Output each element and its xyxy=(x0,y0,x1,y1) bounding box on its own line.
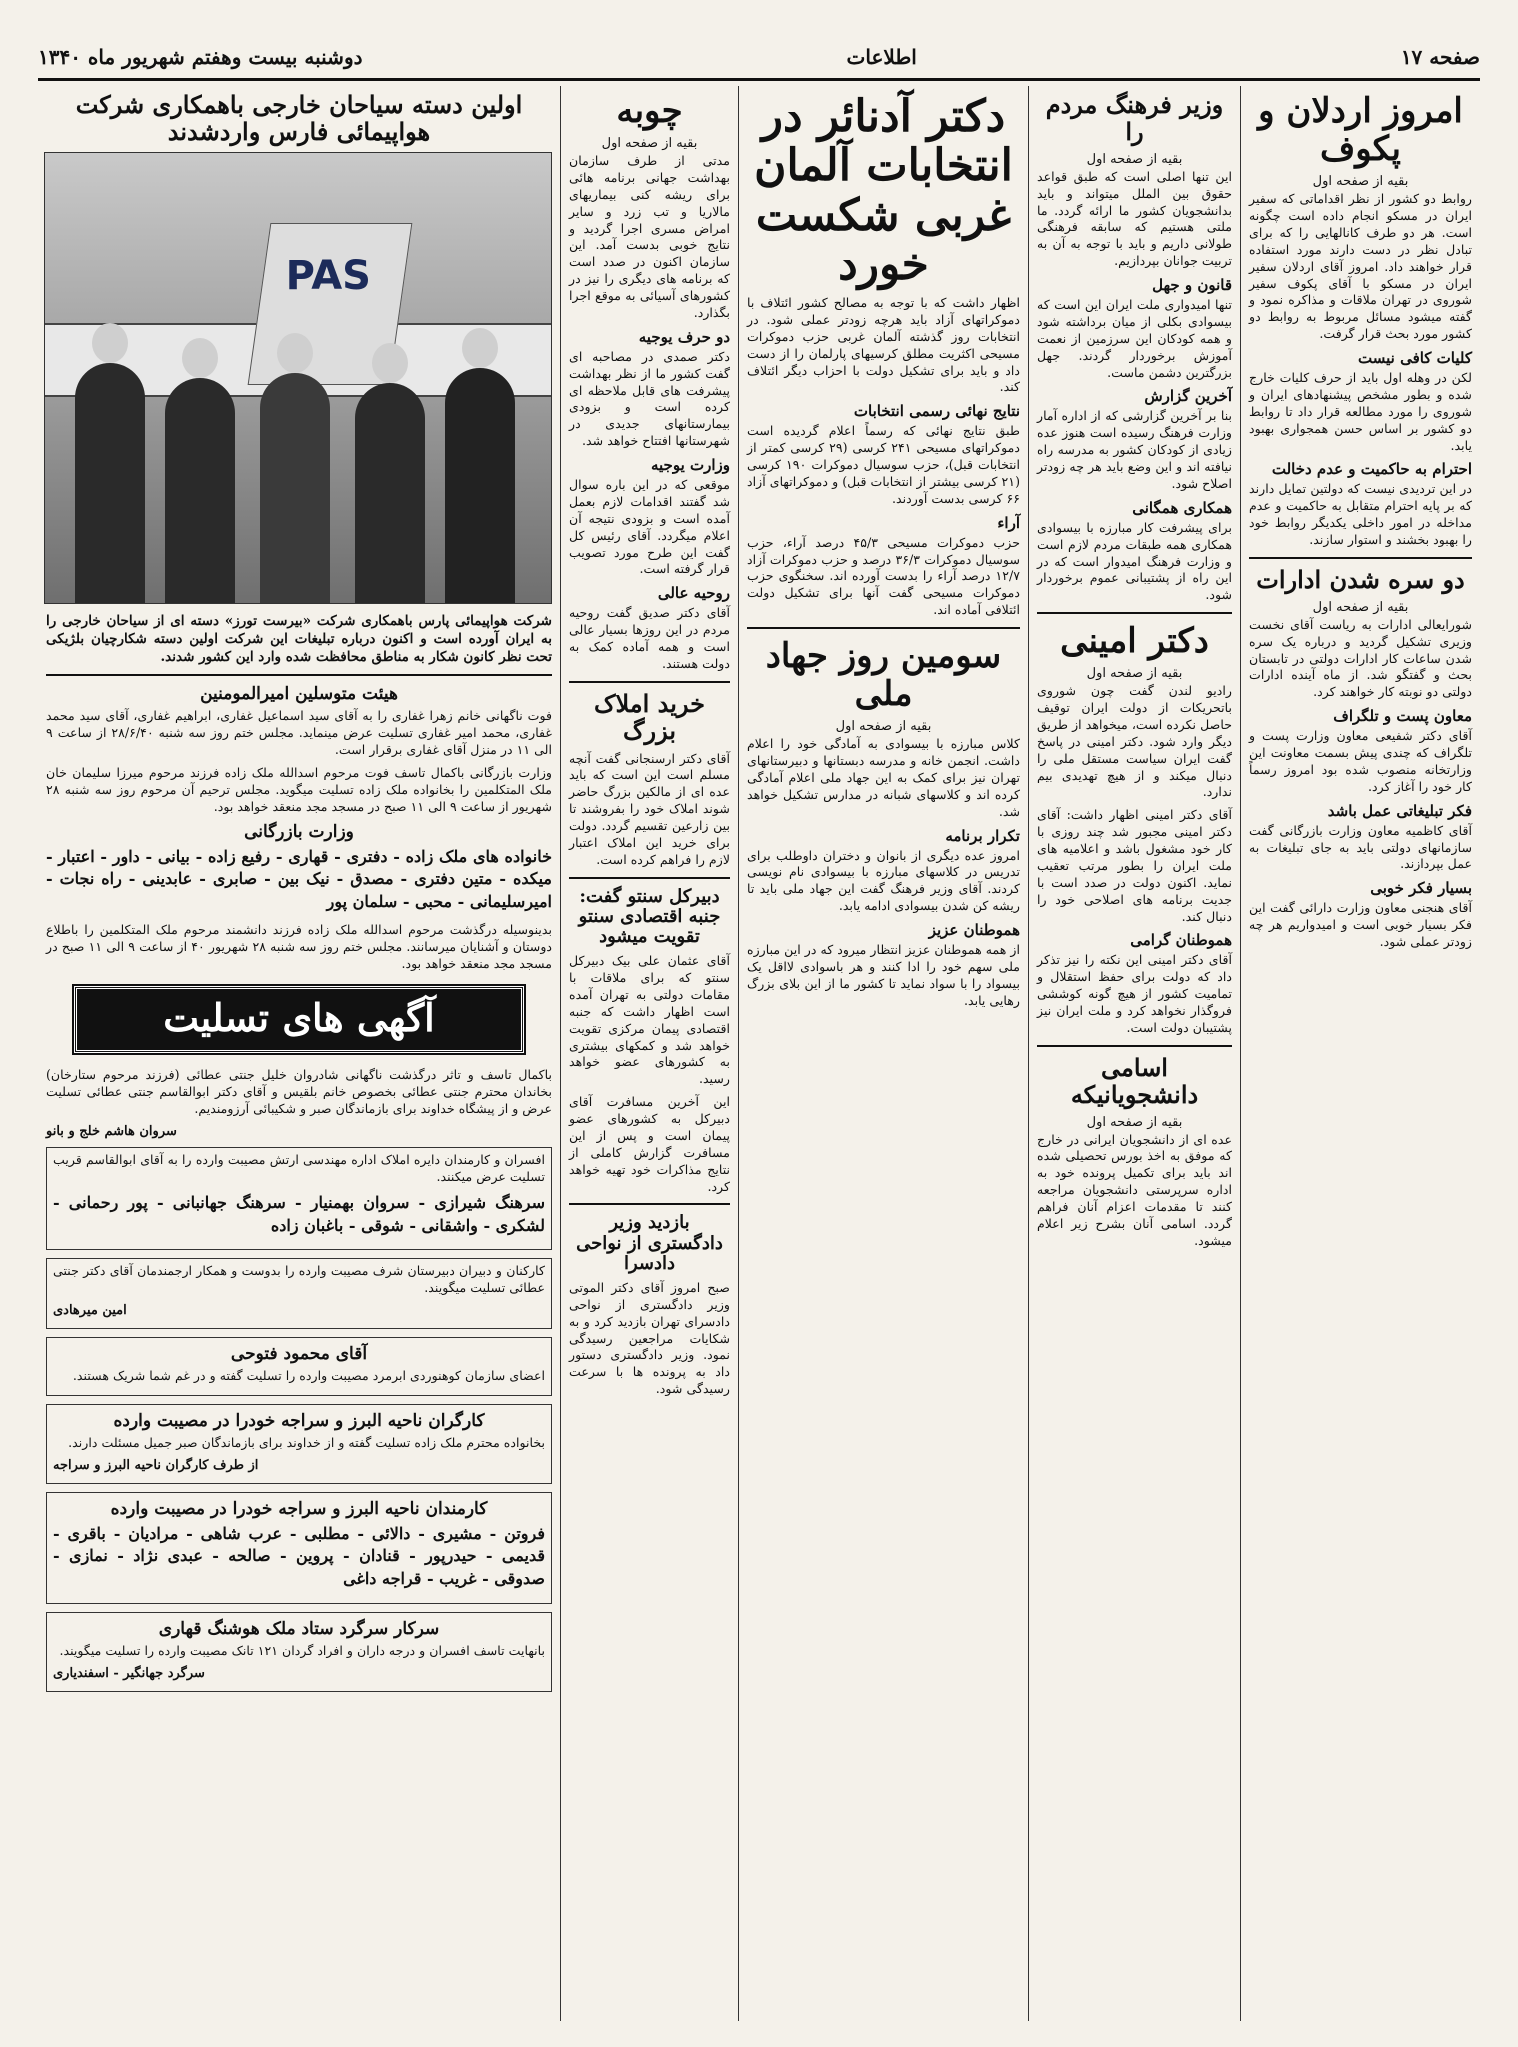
hayat-headline: هیئت متوسلین امیرالمومنین xyxy=(200,684,398,705)
jahad-kicker: بقیه از صفحه اول xyxy=(835,719,932,735)
divider xyxy=(747,627,1020,629)
adenauer-text-2: طبق نتایج نهائی که رسماً اعلام گردیده است دموکراتهای مسیحی ۲۴۱ کرسی (۲۹ کرسی کمتر از انتخابات قبل)، حزب سوسیال دموکرات ۱۹۰ کرسی (۲۱ کرسی بیشتر از انتخابات قبل) و دموکراتهای آزاد ۶۶ کرسی بدست آوردند. xyxy=(747,423,1021,506)
masthead xyxy=(38,40,1480,74)
divider xyxy=(1037,612,1232,614)
person-figure xyxy=(445,368,515,603)
masthead-rule xyxy=(38,78,1480,81)
amlak-text: آقای دکتر ارسنجانی گفت آنچه مسلم است این است که باید عده ای از مالکین بزرگ حاضر شوند املاک خود را بفروشند تا بین زارعین تقسیم گردد. دولت برای خرید این املاک اعتبار لازم را فراهم کرده است. xyxy=(569,750,730,867)
taslit-box-5-sign: از طرف کارگران ناحیه البرز و سراجه xyxy=(53,1457,259,1473)
amini-subhead-1: هموطنان گرامی xyxy=(1130,931,1232,950)
column-4 xyxy=(560,86,738,2021)
choupeh-text: مدتی از طرف سازمان بهداشت جهانی برنامه هائی برای ریشه کنی بیماریهای مالاریا و تب زرد و سایر امراض مسری اجرا گردید و نتایج خوبی بدست آمد. این سازمان اکنون در صدد است که برنامه های دیگری را نیز در کشورهای آسیائی به موقع اجرا بگذارد. xyxy=(569,153,730,320)
taslit-signature-3: امین میرهادی xyxy=(53,1303,127,1318)
adenauer-text-3: حزب دموکرات مسیحی ۴۵/۳ درصد آراء، حزب سوسیال دموکرات ۳۶/۳ درصد و حزب دموکرات آزاد ۱۲/۷ درصد آراء را بدست آورده اند. سخنگوی حزب دموکرات مسیحی گفت آنها برای تشکیل دولت ائتلافی آماده اند. xyxy=(747,534,1020,618)
column-1 xyxy=(1240,86,1480,2021)
choupeh-text-4: آقای دکتر صدیق گفت روحیه مردم در این روزها بسیار عالی است و همه آماده کمک به دولت هستند. xyxy=(569,605,730,671)
photo-caption: شرکت هواپیمائی پارس باهمکاری شرکت «بیرست تورز» دسته ای از سیاحان خارجی را به ایران آورده است و اکنون درباره تبلیغات این شرکت اولین دسته شکارچیان بلژیکی تحت نظر کانون شکار به مناطق محافظت شده وارد این کشور شدند. xyxy=(46,612,552,666)
farhang-text-3: بنا بر آخرین گزارشی که از اداره آمار وزارت فرهنگ رسیده است هنوز عده زیادی از کودکان کشور به مدرسه راه نیافته اند و این وضع باید هر چه زودتر اصلاح شود. xyxy=(1037,408,1232,491)
taslit-box-7: بانهایت تاسف افسران و درجه داران و افراد گردان ۱۲۱ تانک مصیبت وارده را تسلیت میگویند. xyxy=(59,1642,545,1658)
choupeh-text-3: موقعی که در این باره سوال شد گفتند اقدامات لازم بعمل آمده است و بزودی نتیجه آن اعلام میگردد. آقای رئیس کل گفت این طرح مورد تصویب قرار گرفته است. xyxy=(569,477,730,577)
amini-kicker: بقیه از صفحه اول xyxy=(1086,666,1183,682)
choupeh-subhead-1: دو حرف یوجیه xyxy=(638,327,730,346)
taslit-box-7-head: سرکار سرگرد ستاد ملک هوشنگ قهاری xyxy=(158,1618,440,1639)
students-text: عده ای از دانشجویان ایرانی در خارج که موفق به اخذ بورس تحصیلی شده اند باید برای تکمیل پرونده خود به اداره سرپرستی دانشجویان مراجعه کنند تا مقدمات اعزام آنان فراهم گردد. اسامی آنان بشرح زیر اعلام میشود. xyxy=(1037,1131,1232,1248)
issue-date: دوشنبه بیست وهفتم شهریور ماه ۱۳۴۰ xyxy=(38,45,363,69)
condolence-box xyxy=(46,1337,552,1396)
farhang-subhead-2: آخرین گزارش xyxy=(1144,387,1232,406)
choupeh-subhead-3: روحیه عالی xyxy=(657,584,730,603)
column-2 xyxy=(1028,86,1240,2021)
edarat-headline: دو سره شدن ادارات xyxy=(1256,564,1465,594)
condolence-box xyxy=(46,1612,552,1692)
farhang-text-4: برای پیشرفت کار مبارزه با بیسوادی همکاری همه طبقات مردم لازم است و وزارت فرهنگ امیدوار است که در این راه از پشتیبانی عموم برخوردار شود. xyxy=(1037,519,1232,603)
condolence-box xyxy=(46,1492,552,1604)
farhang-text: این تنها اصلی است که طبق قواعد حقوق بین الملل میتواند و باید بدانشجویان کشور ما ارائه گردد. ما ملتی هستیم که سابقه فرهنگی طولانی داریم و باید با توجه به آن به تربیت جوانان بپردازیم. xyxy=(1037,168,1232,269)
jahad-subhead-2: هموطنان عزیز xyxy=(928,921,1020,940)
malekzadeh-text: بدینوسیله درگذشت مرحوم اسدالله ملک زاده فرزند دانشمند مرحوم ملک المتکلمین را باطلاع دوستان و آشنایان میرسانند. مجلس ختم روز سه شنبه ۲۸ شهریور ۴۰ از ساعت ۹ الی ۱۱ صبح در مسجد مجد منعقد خواهد بود. xyxy=(46,921,553,971)
taslit-names-2: سرهنگ شیرازی - سروان بهمنیار - سرهنگ جهانبانی - پور رحمانی - لشکری - واشقانی - شوقی - باغبان زاده xyxy=(53,1192,545,1235)
students-kicker: بقیه از صفحه اول xyxy=(1086,1114,1183,1130)
farhang-subhead-3: همکاری همگانی xyxy=(1132,498,1232,517)
edarat-text: شورایعالی ادارات به ریاست آقای نخست وزیری تشکیل گردید و درباره یک سره شدن ساعات کار ادارات دولتی در تابستان بحث و گفتگو شد. از ماه آینده ادارات دولتی دو نوبته کار خواهند کرد. xyxy=(1249,616,1472,700)
sento-headline: دبیرکل سنتو گفت: جنبه اقتصادی سنتو تقویت میشود xyxy=(578,885,721,948)
edarat-text-4: آقای هنجنی معاون وزارت دارائی گفت این فکر بسیار خوبی است و امیدواریم هر چه زودتر عملی شود. xyxy=(1249,900,1472,950)
dadgostari-headline: بازدید وزیر دادگستری از نواحی دادسرا xyxy=(576,1212,723,1274)
amini-headline: دکتر امینی xyxy=(1060,621,1209,662)
person-figure xyxy=(75,363,145,603)
edarat-subhead-2: فکر تبلیغاتی عمل باشد xyxy=(1327,801,1472,820)
taslit-box-7-sign: سرگرد جهانگیر - اسفندیاری xyxy=(53,1665,205,1681)
amini-text: رادیو لندن گفت چون شوروی باتحریکات از دولت ایران توقیف حاصل نکرده است، میخواهد از طریق دیگر وارد شود. دکتر امینی در پاسخ گفت ایران سیاست مستقل ملی را دنبال میکند و از هیچ تهدیدی بیم ندارد. xyxy=(1037,683,1232,800)
vezarat-headline: وزارت بازرگانی xyxy=(244,821,354,842)
divider xyxy=(1037,1045,1232,1047)
choupeh-subhead-2: وزارت یوجیه xyxy=(650,456,730,475)
condolence-box xyxy=(46,1404,552,1484)
farhang-kicker: بقیه از صفحه اول xyxy=(1086,151,1183,167)
jahad-headline: سومین روز جهاد ملی xyxy=(765,636,1002,715)
ardalan-headline: امروز اردلان و پکوف xyxy=(1258,91,1463,170)
condolence-banner: آگهی های تسلیت xyxy=(74,986,524,1053)
taslit-box-4: اعضای سازمان کوهنوردی ابرمرد مصیبت وارده را تسلیت گفته و در غم شما شریک هستند. xyxy=(72,1368,545,1383)
page-number: صفحه ۱۷ xyxy=(1400,45,1480,69)
edarat-subhead-3: بسیار فکر خوبی xyxy=(1370,879,1472,898)
edarat-kicker: بقیه از صفحه اول xyxy=(1312,599,1409,615)
ardalan-text-2: لکن در وهله اول باید از حرف کلیات خارج شده و بطور مشخص پیشنهادهای ایران و شوروی را مورد مطالعه قرار داد تا روابط دو کشور بر اساس حسن همجواری بهبود یابد. xyxy=(1249,370,1472,453)
person-figure xyxy=(260,373,330,603)
students-headline: اسامی دانشجویانیکه xyxy=(1070,1052,1199,1109)
adenauer-text: اظهار داشت که با توجه به مصالح کشور ائتلاف با دموکراتهای آزاد باید هرچه زودتر عملی شود. در انتخابات روز گذشته آلمان غربی حزب دموکرات مسیحی اکثریت مطلق کرسیهای پارلمان را از دست داد و باید برای تشکیل دولت با احزاب دیگر ائتلاف کند. xyxy=(747,295,1020,395)
farhang-text-2: تنها امیدواری ملت ایران این است که بیسوادی بکلی از میان برداشته شود و همه کودکان این سرزمین از نعمت آموزش برخوردار گردند. جهل بزرگترین دشمن ماست. xyxy=(1037,297,1232,380)
taslit-text: باکمال تاسف و تاثر درگذشت ناگهانی شادروان خلیل جنتی عطائی (فرزند مرحوم ستارخان) بخاندان محترم جنتی عطائی بخصوص خانم بلقیس و آقای دکتر ابوالقاسم جنتی عطائی تسلیت عرض و از پیشگاه خداوند برای بازماندگان صبر و شکیبائی آرزومندیم. xyxy=(46,1067,552,1117)
farhang-headline: وزیر فرهنگ مردم را xyxy=(1045,90,1224,146)
amini-text-2: آقای دکتر امینی اظهار داشت: آقای دکتر امینی مجبور شد چند روزی با کار خود مشغول باشد و اعلامیه های ملت ایران را بطور مرتب تعقیب نماید. اکنون دولت در صدد است با جدیت برنامه های اصلاحی خود را دنبال کند. xyxy=(1037,807,1232,924)
divider xyxy=(46,674,552,676)
taslit-box-2: افسران و کارمندان دایره املاک اداره مهندسی ارتش مصیبت وارده را به آقای ابوالقاسم قریب تسلیت عرض میکنند. xyxy=(53,1152,545,1184)
adenauer-headline: دکتر آدنائر در انتخابات آلمان غربی شکست خورد xyxy=(754,91,1013,290)
person-figure xyxy=(165,378,235,603)
taslit-box-6-names: فروتن - مشیری - دالائی - مطلبی - عرب شاهی - مرادیان - باقری - قدیمی - حیدرپور - قنادان - پروین - صالحه - عبدی نژاد - نمازی - صدوقی - غریب - قراجه داغی xyxy=(53,1523,545,1589)
jahad-text: کلاس مبارزه با بیسوادی به آمادگی خود را اعلام داشت. انجمن خانه و مدرسه دبستانها و دبیرستانهای تهران نیز برای کمک به این جهاد ملی اعلام آمادگی کرده اند و کلاسهای شبانه در مدارس تشکیل خواهد شد. xyxy=(747,736,1020,819)
person-figure xyxy=(355,383,425,603)
column-3 xyxy=(738,86,1028,2021)
jahad-text-3: از همه هموطنان عزیز انتظار میرود که در این مبارزه ملی سهم خود را ادا کنند و هر باسوادی لااقل یک بیسواد را با سواد نماید تا کشور ما از این بلای بزرگ رهایی یابد. xyxy=(747,942,1020,1008)
jahad-text-2: امروز عده دیگری از بانوان و دختران داوطلب برای تدریس در کلاسهای مبارزه با بیسوادی نام نویسی کردند. آقای وزیر فرهنگ گفت این جهاد ملی باید تا ریشه کن شدن بیسوادی ادامه یابد. xyxy=(747,847,1020,914)
taslit-box-5: بخانواده محترم ملک زاده تسلیت گفته و از خداوند برای بازماندگان صبر جمیل مسئلت دارند. xyxy=(68,1434,545,1450)
divider xyxy=(569,877,730,879)
pas-headline: اولین دسته سیاحان خارجی باهمکاری شرکت هواپیمائی فارس واردشدند xyxy=(75,90,523,146)
taslit-box-4-head: آقای محمود فتوحی xyxy=(230,1344,368,1364)
ardalan-subhead-1: کلیات کافی نیست xyxy=(1358,349,1472,368)
jahad-subhead-1: تکرار برنامه xyxy=(945,826,1020,845)
choupeh-kicker: بقیه از صفحه اول xyxy=(601,136,698,152)
malekzadeh-families: خانواده های ملک زاده - دفتری - قهاری - رفیع زاده - بیانی - داور - اعتبار - میکده - متین دفتری - مصدق - نیک بین - صابری - عابدینی - راه نجات - امیرسلیمانی - محبی - سلمان پور xyxy=(46,846,552,912)
taslit-box-6-head: کارمندان ناحیه البرز و سراجه خودرا در مصیبت وارده xyxy=(110,1498,488,1519)
dadgostari-text: صبح امروز آقای دکتر الموتی وزیر دادگستری از نواحی دادسرای تهران بازدید کرد و به شکایات مراجعین رسیدگی نمود. وزیر دادگستری دستور داد به پرونده ها با سرعت رسیدگی شود. xyxy=(569,1279,730,1397)
choupeh-headline: چوبه xyxy=(616,91,683,131)
adenauer-subhead-2: آراء xyxy=(997,513,1020,532)
taslit-box-5-head: کارگران ناحیه البرز و سراجه خودرا در مصیبت وارده xyxy=(113,1410,485,1431)
sento-text-2: این آخرین مسافرت آقای دبیرکل به کشورهای عضو پیمان است و پس از این مسافرت گزارش کاملی از نتایج مذاکرات خود تهیه خواهد کرد. xyxy=(569,1094,730,1194)
ardalan-text-3: در این تردیدی نیست که دولتین تمایل دارند که بر پایه احترام متقابل به حاکمیت و عدم مداخله در امور داخلی یکدیگر روابط خود را بهبود بخشند و استوار سازند. xyxy=(1249,481,1472,548)
airline-logo-text: PAS xyxy=(285,252,371,299)
column-5 xyxy=(38,86,560,2021)
choupeh-text-2: دکتر صمدی در مصاحبه ای گفت کشور ما از نظر بهداشت پیشرفت های قابل ملاحظه ای کرده است و بزودی بیمارستانهای جدیدی در شهرستانها افتتاح خواهد شد. xyxy=(569,348,730,449)
hayat-text: فوت ناگهانی خانم زهرا غفاری را به آقای سید اسماعیل غفاری، ابراهیم غفاری، آقای سید محمد غفاری، محمد امیر غفاری تسلیت عرض مینماید. مجلس ختم روز سه شنبه ۲۸/۶/۴۰ از ساعت ۹ الی ۱۱ در منزل آقای غفاری برقرار است. xyxy=(46,708,552,758)
ardalan-kicker: بقیه از صفحه اول xyxy=(1312,174,1409,190)
edarat-subhead-1: معاون پست و تلگراف xyxy=(1333,707,1472,726)
edarat-text-2: آقای دکتر شفیعی معاون وزارت پست و تلگراف که چندی پیش بسمت معاونت این وزارتخانه منصوب شده بود امروز رسماً کار خود را آغاز کرد. xyxy=(1249,728,1472,794)
paper-name: اطلاعات xyxy=(846,45,917,69)
farhang-subhead-1: قانون و جهل xyxy=(1152,276,1232,294)
airport-photo xyxy=(44,152,552,604)
vezarat-text: وزارت بازرگانی باکمال تاسف فوت مرحوم اسدالله ملک زاده فرزند مرحوم میرزا سلیمان خان ملک المتکلمین را بخانواده ملک زاده تسلیت میگوید. مجلس ترحیم آن مرحوم روز سه شنبه ۲۸ شهریور از ساعت ۹ الی ۱۱ صبح در مسجد مجد منعقد خواهد بود. xyxy=(46,765,552,814)
edarat-text-3: آقای کاظمیه معاون وزارت بازرگانی گفت سازمانهای دولتی باید به جای تبلیغات به عمل بپردازند. xyxy=(1249,822,1472,872)
ardalan-subhead-2: احترام به حاکمیت و عدم دخالت xyxy=(1271,460,1472,479)
taslit-signature: سروان هاشم خلج و بانو xyxy=(46,1124,177,1140)
adenauer-subhead-1: نتایج نهائی رسمی انتخابات xyxy=(853,402,1020,421)
divider xyxy=(569,681,730,683)
divider xyxy=(1249,557,1472,559)
amlak-headline: خرید املاک بزرگ xyxy=(593,688,706,745)
columns xyxy=(38,86,1480,2021)
condolence-box xyxy=(46,1258,552,1329)
divider xyxy=(569,1203,730,1205)
ardalan-text: روابط دو کشور از نظر اقداماتی که سفیر ایران در مسکو انجام داده است چگونه است. هر دو طرف کانالهایی را که برای تبادل نظر در دست دارند مورد استفاده قرار خواهند داد. امروز آقای اردلان سفیر ایران در مسکو با آقای پکوف سفیر شوروی در تهران ملاقات و مذاکره نمود و گفته میشود مسائل مربوط به روابط دو کشور مورد بحث قرار گرفت. xyxy=(1249,191,1472,342)
condolence-box xyxy=(46,1147,552,1250)
amini-text-3: آقای دکتر امینی این نکته را نیز تذکر داد که دولت برای حفظ استقلال و تمامیت کشور از هیچ گونه کوششی فروگذار نخواهد کرد و ملت ایران نیز پشتیبان دولت است. xyxy=(1037,952,1232,1035)
taslit-box-3: کارکنان و دبیران دبیرستان شرف مصیبت وارده را بدوست و همکار ارجمندمان آقای دکتر جنتی عطائی تسلیت میگویند. xyxy=(53,1263,545,1296)
sento-text: آقای عثمان علی بیک دبیرکل سنتو که برای ملاقات با مقامات دولتی به تهران آمده است اظهار داشت که جنبه اقتصادی پیمان مرکزی تقویت خواهد شد و کمکهای بیشتری به کشورهای عضو خواهد رسید. xyxy=(569,953,730,1087)
